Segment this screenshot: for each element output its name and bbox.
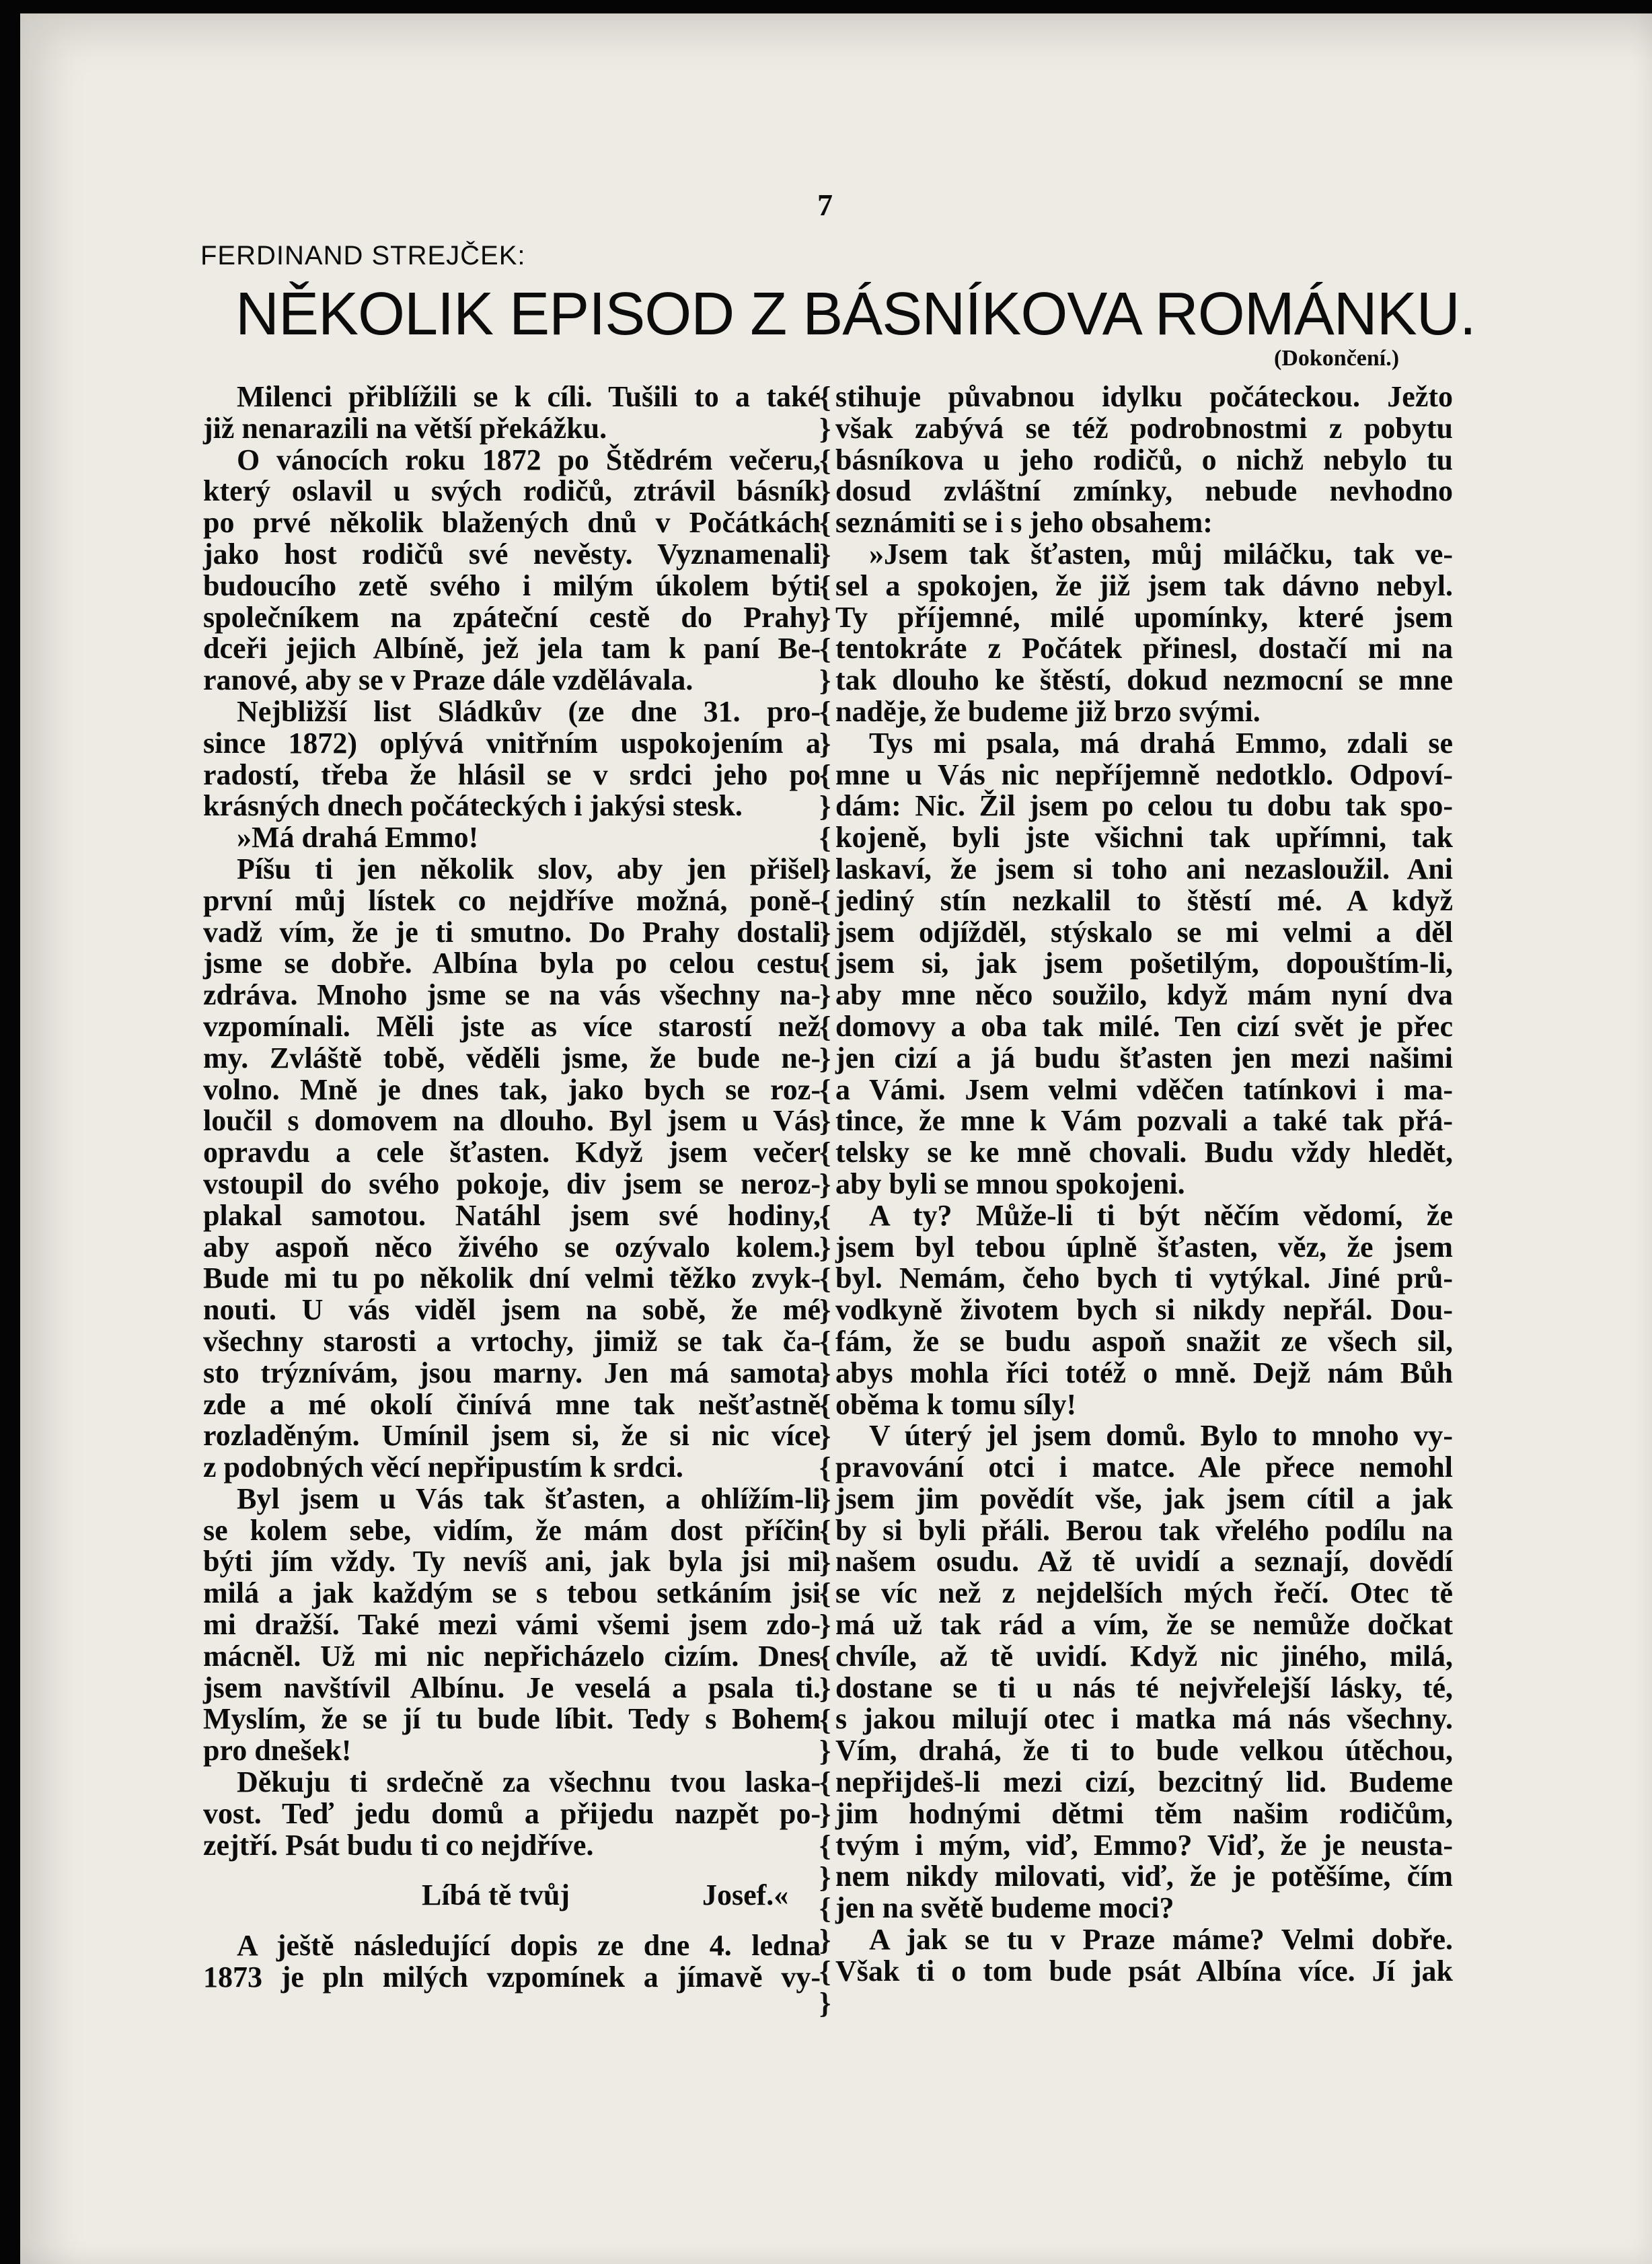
text-line: A jak se tu v Praze máme? Velmi dobře. [869, 1923, 1453, 1957]
divider-glyph: { [819, 1011, 831, 1044]
text-line: oběma k tomu síly! [835, 1387, 1077, 1421]
divider-glyph: { [819, 507, 831, 540]
divider-glyph: { [819, 696, 831, 729]
text-line: jen na světě budeme moci? [835, 1891, 1174, 1925]
divider-glyph: { [819, 1892, 831, 1926]
text-line: aby aspoň něco živého se ozývalo kolem. [203, 1230, 821, 1264]
text-line: byl. Nemám, čeho bych ti vytýkal. Jiné prů- [835, 1262, 1453, 1295]
divider-glyph: { [819, 1577, 831, 1611]
divider-glyph: } [819, 538, 831, 571]
text-line: vost. Teď jedu domů a přijedu nazpět po- [203, 1796, 821, 1830]
text-line: Děkuju ti srdečně za všechnu tvou laska- [237, 1765, 821, 1799]
text-line: a Vámi. Jsem velmi vděčen tatínkovi i ma- [835, 1072, 1453, 1106]
divider-glyph: } [819, 727, 831, 760]
divider-glyph: } [819, 1734, 831, 1768]
divider-glyph: } [819, 664, 831, 698]
divider-glyph: { [819, 1199, 831, 1233]
text-line: Bude mi tu po několik dní velmi těžko zvyk- [203, 1262, 821, 1295]
right-column-text [835, 381, 1453, 1987]
text-line: radostí, třeba že hlásil se v srdci jeho po [203, 758, 821, 791]
text-line: chvíle, až tě uvidí. Když nic jiného, milá, [835, 1639, 1453, 1673]
text-line: fám, že se budu aspoň snažit ze všech sil, [835, 1324, 1453, 1358]
text-line: vzpomínali. Měli jste as více starostí než [203, 1009, 821, 1043]
text-line: krásných dnech počáteckých i jakýsi stesk. [203, 789, 743, 823]
divider-glyph: } [819, 1545, 831, 1579]
text-line: laskaví, že jsem si toho ani nezasloužil. Ani [835, 852, 1453, 885]
text-line: A ještě následující dopis ze dne 4. ledna [237, 1929, 821, 1963]
text-line: jsem navštívil Albínu. Je veselá a psala ti. [203, 1671, 821, 1704]
text-line: aby mne něco soužilo, když mám nyní dva [835, 978, 1453, 1012]
divider-glyph: } [819, 1042, 831, 1075]
text-line: jako host rodičů své nevěsty. Vyznamenali [203, 537, 821, 571]
letter-signature [203, 1880, 821, 1911]
text-line: pro dnešek! [203, 1734, 352, 1767]
divider-glyph: } [819, 601, 831, 634]
divider-glyph: { [819, 758, 831, 792]
left-column [203, 381, 821, 1994]
text-line: jim hodnými dětmi těm našim rodičům, [835, 1796, 1453, 1830]
divider-glyph: } [819, 1420, 831, 1453]
text-line: jsem byl tebou úplně šťasten, věz, že jsem [835, 1230, 1453, 1264]
divider-glyph: { [819, 821, 831, 855]
text-line: volno. Mně je dnes tak, jako bych se roz- [203, 1072, 821, 1106]
text-line: zdráva. Mnoho jsme se na vás všechny na- [203, 978, 821, 1012]
text-line: již nenarazili na větší překážku. [203, 411, 607, 445]
divider-glyph: } [819, 1924, 831, 1957]
text-line: loučil s domovem na dlouho. Byl jsem u Vás [203, 1104, 821, 1138]
divider-glyph: } [819, 1231, 831, 1264]
left-column-text-continued [203, 1930, 821, 1994]
divider-glyph: { [819, 884, 831, 918]
text-line: »Jsem tak šťasten, můj miláčku, tak ve- [869, 537, 1453, 571]
divider-glyph: { [819, 569, 831, 603]
divider-glyph: } [819, 1798, 831, 1831]
text-line: mácněl. Už mi nic nepřicházelo cizím. Dnes [203, 1639, 821, 1673]
text-line: tvým i mým, viď, Emmo? Viď, že je neusta- [835, 1828, 1453, 1862]
text-line: Milenci přiblížili se k cíli. Tušili to a také [237, 380, 821, 413]
divider-glyph: } [819, 1986, 831, 2020]
text-line: jsem jim povědít vše, jak jsem cítil a jak [835, 1482, 1453, 1515]
divider-glyph: } [819, 1105, 831, 1138]
text-line: který oslavil u svých rodičů, ztrávil básník [203, 474, 821, 508]
text-line: jen cizí a já budu šťasten jen mezi našimi [835, 1041, 1453, 1074]
text-line: však zabývá se též podrobnostmi z pobytu [835, 411, 1453, 445]
text-line: nepřijdeš-li mezi cizí, bezcitný lid. Budeme [835, 1765, 1453, 1799]
divider-glyph: { [819, 1514, 831, 1547]
text-line: abys mohla říci totéž o mně. Dejž nám Bůh [835, 1356, 1453, 1389]
text-line: Tys mi psala, má drahá Emmo, zdali se [869, 726, 1453, 760]
divider-glyph: { [819, 1388, 831, 1422]
text-line: s jakou milují otec i matka má nás všechny. [835, 1702, 1453, 1736]
divider-glyph: { [819, 443, 831, 477]
text-line: Však ti o tom bude psát Albína více. Jí jak [835, 1954, 1453, 1987]
divider-glyph: } [819, 1860, 831, 1894]
text-line: tak dlouho ke štěstí, dokud nezmocní se mne [835, 663, 1453, 697]
divider-glyph: } [819, 1168, 831, 1201]
text-line: vadž vím, že je ti smutno. Do Prahy dostali [203, 915, 821, 949]
text-line: dostane se ti u nás té nejvřelejší lásky, té, [835, 1671, 1453, 1704]
text-line: jsem odjížděl, stýskalo se mi velmi a děl [835, 915, 1453, 949]
divider-glyph: { [819, 1451, 831, 1485]
text-line: telsky se ke mně chovali. Budu vždy hledět, [835, 1136, 1453, 1169]
divider-glyph: } [819, 1294, 831, 1327]
divider-glyph: { [819, 632, 831, 666]
text-line: nem nikdy milovati, viď, že je potěšíme, čím [835, 1860, 1453, 1893]
text-line: mne u Vás nic nepříjemně nedotklo. Odpoví- [835, 758, 1453, 791]
divider-glyph: } [819, 790, 831, 824]
divider-glyph: { [819, 1325, 831, 1358]
text-line: seznámiti se i s jeho obsahem: [835, 506, 1213, 540]
text-line: kojeně, byli jste všichni tak upřímni, tak [835, 821, 1453, 854]
text-line: 1873 je pln milých vzpomínek a jímavě vy- [203, 1961, 821, 1994]
divider-glyph: } [819, 475, 831, 509]
divider-glyph: { [819, 1766, 831, 1800]
divider-glyph: } [819, 1609, 831, 1642]
document-page [20, 13, 1652, 2264]
text-line: Nejbližší list Sládkův (ze dne 31. pro- [237, 694, 821, 728]
divider-glyph: { [819, 1703, 831, 1737]
divider-glyph: { [819, 947, 831, 981]
text-line: aby byli se mnou spokojeni. [835, 1167, 1185, 1200]
text-line: sel a spokojen, že již jsem tak dávno nebyl. [835, 569, 1453, 602]
text-line: jsem si, jak jsem pošetilým, dopouštím-li, [835, 947, 1453, 980]
text-line: domovy a oba tak milé. Ten cizí svět je přec [835, 1009, 1453, 1043]
text-line: Vím, drahá, že ti to bude velkou útěchou, [835, 1734, 1453, 1767]
signature-greeting: Líbá tě tvůj [422, 1878, 570, 1912]
text-line: básníkova u jeho rodičů, o nichž nebylo tu [835, 443, 1453, 476]
text-line: my. Zvláště tobě, věděli jsme, že bude ne- [203, 1041, 821, 1074]
text-line: společníkem na zpáteční cestě do Prahy [203, 600, 821, 634]
text-line: po prvé několik blažených dnů v Počátkách [203, 506, 821, 540]
text-line: mi dražší. Také mezi vámi všemi jsem zdo- [203, 1608, 821, 1642]
text-line: O vánocích roku 1872 po Štědrém večeru, [237, 443, 821, 476]
article-title: NĚKOLIK EPISOD Z BÁSNÍKOVA ROMÁNKU. [235, 281, 1476, 348]
text-line: vstoupil do svého pokoje, div jsem se neroz- [203, 1167, 821, 1200]
text-line: z podobných věcí nepřipustím k srdci. [203, 1451, 683, 1484]
left-column-text [203, 381, 821, 1861]
divider-glyph: } [819, 1356, 831, 1390]
text-line: dosud zvláštní zmínky, nebude nevhodno [835, 474, 1453, 508]
text-line: dceři jejich Albíně, jež jela tam k paní Be- [203, 632, 821, 665]
text-line: milá a jak každým se s tebou setkáním jsi [203, 1576, 821, 1610]
text-line: opravdu a cele šťasten. Když jsem večer [203, 1136, 821, 1169]
text-line: býti jím vždy. Ty nevíš ani, jak byla jsi mi [203, 1545, 821, 1578]
text-line: Myslím, že se jí tu bude líbit. Tedy s Bohem [203, 1702, 821, 1736]
divider-glyph: } [819, 979, 831, 1013]
text-line: V úterý jel jsem domů. Bylo to mnoho vy- [869, 1419, 1453, 1453]
text-line: stihuje půvabnou idylku počáteckou. Ježto [835, 380, 1453, 413]
text-line: »Má drahá Emmo! [237, 821, 479, 854]
text-line: by si byli přáli. Berou tak vřelého podílu na [835, 1513, 1453, 1547]
text-line: A ty? Může-li ti být něčím vědomí, že [869, 1198, 1453, 1232]
divider-glyph: } [819, 916, 831, 949]
text-line: všechny starosti a vrtochy, jimiž se tak ča- [203, 1324, 821, 1358]
text-line: ranové, aby se v Praze dále vzdělávala. [203, 663, 693, 697]
text-line: budoucího zetě svého i milým úkolem býti [203, 569, 821, 602]
text-line: dám: Nic. Žil jsem po celou tu dobu tak spo- [835, 789, 1453, 823]
text-line: since 1872) oplývá vnitřním uspokojením a [203, 726, 821, 760]
right-column [835, 381, 1453, 1987]
divider-glyph: } [819, 412, 831, 445]
divider-glyph: { [819, 1829, 831, 1862]
text-line: Byl jsem u Vás tak šťasten, a ohlížím-li [237, 1482, 821, 1515]
text-line: rozladěným. Umínil jsem si, že si nic více [203, 1419, 821, 1453]
divider-glyph: } [819, 1671, 831, 1705]
text-line: vodkyně životem bych si nikdy nepřál. Dou- [835, 1293, 1453, 1327]
text-line: naděje, že budeme již brzo svými. [835, 694, 1261, 728]
text-line: Píšu ti jen několik slov, aby jen přišel [237, 852, 821, 885]
divider-glyph: } [819, 853, 831, 886]
text-line: sto trýznívám, jsou marny. Jen má samota [203, 1356, 821, 1389]
divider-glyph: { [819, 1262, 831, 1296]
text-line: jediný stín nezkalil to štěstí mé. A když [835, 883, 1453, 917]
text-line: se kolem sebe, vidím, že mám dost příčin [203, 1513, 821, 1547]
text-line: našem osudu. Až tě uvidí a seznají, dovědí [835, 1545, 1453, 1578]
divider-glyph: { [819, 1136, 831, 1170]
text-line: pravování otci i matce. Ale přece nemohl [835, 1451, 1453, 1484]
text-line: má už tak rád a vím, že se nemůže dočkat [835, 1608, 1453, 1642]
divider-glyph: { [819, 381, 831, 414]
text-line: první můj lístek co nejdříve možná, poně- [203, 883, 821, 917]
text-line: nouti. U vás viděl jsem na sobě, že mé [203, 1293, 821, 1327]
page-number: 7 [817, 188, 833, 222]
author-byline: FERDINAND STREJČEK: [200, 241, 526, 270]
text-line: plakal samotou. Natáhl jsem své hodiny, [203, 1198, 821, 1232]
text-line: zde a mé okolí činívá mne tak nešťastně [203, 1387, 821, 1421]
text-line: tentokráte z Počátek přinesl, dostačí mi na [835, 632, 1453, 665]
text-line: jsme se dobře. Albína byla po celou cestu [203, 947, 821, 980]
divider-glyph: { [819, 1640, 831, 1673]
continued-label: (Dokončení.) [1274, 346, 1400, 371]
text-line: Ty příjemné, milé upomínky, které jsem [835, 600, 1453, 634]
signature-name: Josef.« [702, 1878, 789, 1912]
divider-glyph: { [819, 1955, 831, 1988]
text-line: zejtří. Psát budu ti co nejdříve. [203, 1828, 594, 1862]
text-line: se víc než z nejdelších mých řečí. Otec tě [835, 1576, 1453, 1610]
column-divider [819, 382, 829, 2024]
divider-glyph: { [819, 1073, 831, 1107]
text-line: tince, že mne k Vám pozvali a také tak přá- [835, 1104, 1453, 1138]
divider-glyph: } [819, 1483, 831, 1516]
